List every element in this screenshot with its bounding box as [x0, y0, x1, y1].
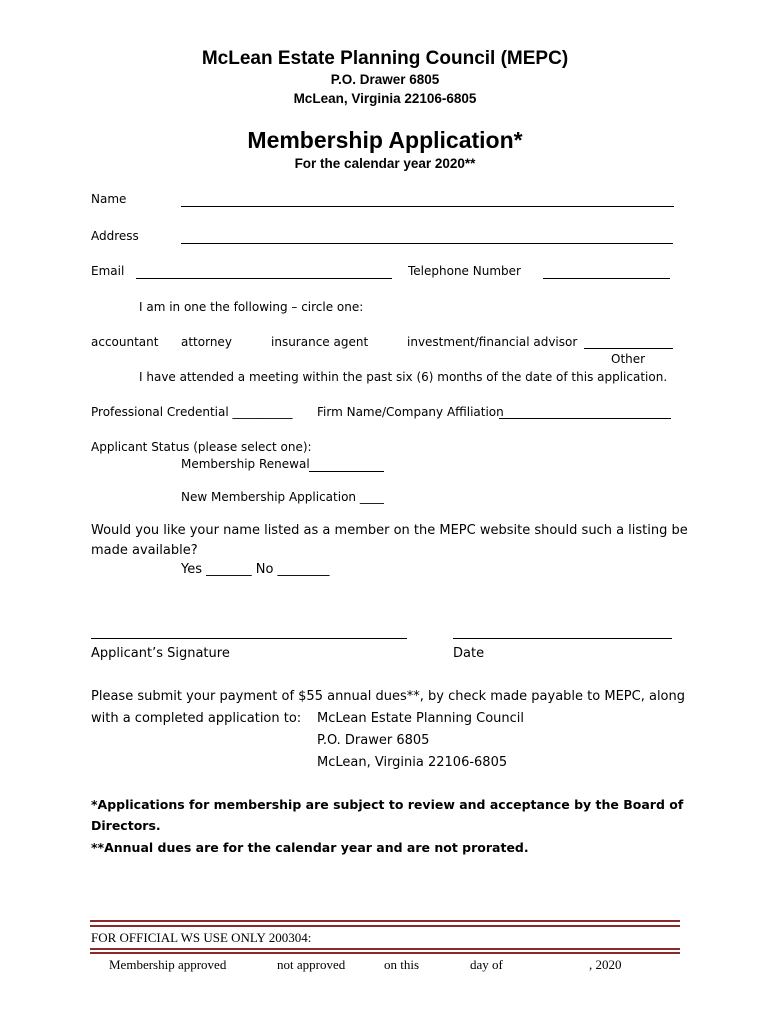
official-not-approved: not approved [277, 957, 346, 972]
form-title: Membership Application* [247, 127, 523, 153]
option-other-label: Other [611, 352, 646, 366]
official-year: , 2020 [589, 957, 622, 972]
official-approved: Membership approved [109, 957, 227, 972]
status-label: Applicant Status (please select one): [91, 440, 312, 454]
option-insurance-agent[interactable]: insurance agent [271, 335, 369, 349]
attendance-statement: I have attended a meeting within the past six (6) months of the date of this application. [139, 370, 668, 384]
mail-address-line2: P.O. Drawer 6805 [317, 733, 430, 748]
form-subtitle: For the calendar year 2020** [294, 156, 476, 171]
new-membership-field[interactable]: New Membership Application ____ [181, 490, 384, 504]
mail-address-line3: McLean, Virginia 22106-6805 [317, 755, 508, 770]
payment-line2: with a completed application to: [91, 711, 302, 726]
telephone-input-line[interactable] [543, 278, 670, 279]
firm-label: Firm Name/Company Affiliation [317, 405, 504, 419]
signature-input-line[interactable] [91, 638, 407, 639]
other-input-line[interactable] [584, 348, 673, 349]
option-accountant[interactable]: accountant [91, 335, 159, 349]
official-day-of: day of [470, 957, 503, 972]
profession-prompt: I am in one the following – circle one: [139, 300, 364, 314]
name-input-line[interactable] [181, 206, 674, 207]
official-divider-mid-2 [90, 952, 680, 954]
option-investment-advisor[interactable]: investment/financial advisor [407, 335, 578, 349]
official-divider-mid-1 [90, 948, 680, 950]
name-label: Name [91, 192, 127, 206]
listing-question-line2: made available? [91, 543, 198, 558]
email-input-line[interactable] [136, 278, 392, 279]
org-address-line2: McLean, Virginia 22106-6805 [293, 91, 477, 106]
address-input-line[interactable] [181, 243, 673, 244]
note-dues: **Annual dues are for the calendar year and are not prorated. [91, 840, 529, 855]
telephone-label: Telephone Number [408, 264, 521, 278]
renewal-label: Membership Renewal [181, 457, 310, 471]
note-review-line2: Directors. [91, 818, 161, 833]
official-divider-top-2 [90, 925, 680, 927]
org-address-line1: P.O. Drawer 6805 [330, 72, 440, 87]
address-label: Address [91, 229, 139, 243]
org-name: McLean Estate Planning Council (MEPC) [201, 48, 569, 69]
payment-line1: Please submit your payment of $55 annual dues**, by check made payable to MEPC, along [91, 689, 685, 704]
firm-input-line[interactable] [499, 418, 671, 419]
email-label: Email [91, 264, 125, 278]
credential-field[interactable]: Professional Credential __________ [91, 405, 293, 419]
renewal-input-line[interactable] [309, 471, 384, 472]
official-on-this: on this [384, 957, 420, 972]
option-attorney[interactable]: attorney [181, 335, 232, 349]
date-label: Date [453, 646, 485, 661]
official-heading: FOR OFFICIAL WS USE ONLY 200304: [91, 930, 312, 945]
mail-address-line1: McLean Estate Planning Council [317, 711, 525, 726]
listing-question-line1: Would you like your name listed as a member on the MEPC website should such a listing be [91, 523, 688, 538]
note-review-line1: *Applications for membership are subject to review and acceptance by the Board of [91, 797, 684, 812]
date-input-line[interactable] [453, 638, 672, 639]
official-divider-top-1 [90, 920, 680, 922]
listing-answer[interactable]: Yes _______ No ________ [181, 562, 330, 577]
signature-label: Applicant’s Signature [91, 646, 230, 661]
